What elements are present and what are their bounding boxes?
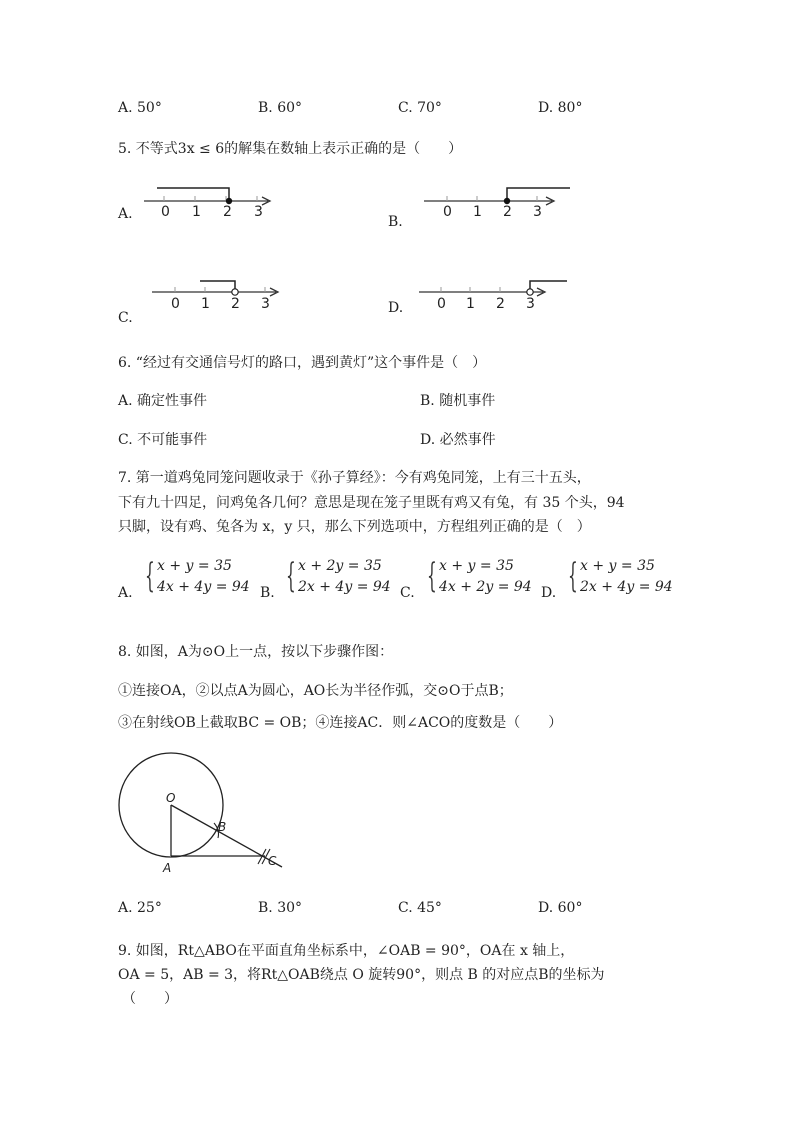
q6-option-a: A. 确定性事件 [118,393,208,409]
svg-text:0: 0 [443,204,452,220]
q7-option-b-eq1: x + 2y = 35 [298,558,382,574]
q5-stem: 5. 不等式3x ≤ 6的解集在数轴上表示正确的是（ ） [118,141,463,157]
q5-number-line-a [140,180,280,220]
svg-text:1: 1 [201,296,210,312]
svg-text:3: 3 [526,296,535,312]
svg-text:2: 2 [223,204,232,220]
svg-text:2: 2 [496,296,505,312]
svg-text:1: 1 [192,204,201,220]
q5-label-d: D. [388,300,404,316]
q6-stem: 6. “经过有交通信号灯的路口，遇到黄灯”这个事件是（ ） [118,355,487,371]
q7-option-c-eq2: 4x + 2y = 94 [439,579,532,595]
q8-option-b: B. 30° [258,900,303,916]
svg-text:1: 1 [466,296,475,312]
q6-option-d: D. 必然事件 [420,432,496,448]
q7-line-3: 只脚，设有鸡、兔各为 x，y 只，那么下列选项中，方程组列正确的是（ ） [118,519,591,535]
q5-number-line-d [415,272,575,312]
q7-option-a-label: A. [118,585,133,601]
q8-step-2: ③在射线OB上截取BC = OB；④连接AC．则∠ACO的度数是（ ） [118,715,563,731]
point-o-label: O [166,791,176,805]
brace-icon: { [286,556,296,596]
brace-icon: { [427,556,437,596]
svg-text:0: 0 [437,296,446,312]
q7-option-a-eq2: 4x + 4y = 94 [157,579,250,595]
q5-number-line-b [420,180,580,220]
q7-option-a-eq1: x + y = 35 [157,558,232,574]
q8-option-c: C. 45° [398,900,442,916]
q4-option-b: B. 60° [258,100,303,116]
q7-option-b-system [286,558,396,602]
svg-text:3: 3 [533,204,542,220]
q7-line-1: 7. 第一道鸡兔同笼问题收录于《孙子算经》：今有鸡兔同笼，上有三十五头， [118,470,591,486]
point-c-label: C [268,854,277,868]
q7-option-c-system [427,558,537,602]
q5-label-b: B. [388,214,403,230]
q9-line-3: （ ） [122,991,178,1007]
q7-option-d-eq1: x + y = 35 [580,558,655,574]
q7-line-2: 下有九十四足，问鸡兔各几何？意思是现在笼子里既有鸡又有兔，有 35 个头，94 [118,495,625,511]
q6-option-c: C. 不可能事件 [118,432,208,448]
svg-text:3: 3 [254,204,263,220]
q8-stem: 8. 如图，A为⊙O上一点，按以下步骤作图： [118,644,394,660]
svg-text:0: 0 [161,204,170,220]
q7-option-d-label: D. [541,585,557,601]
q9-line-2: OA = 5，AB = 3，将Rt△OAB绕点 O 旋转90°，则点 B 的对应点B的坐标为 [118,967,605,983]
q7-option-c-label: C. [400,585,415,601]
q7-option-b-label: B. [260,585,275,601]
q8-step-1: ①连接OA，②以点A为圆心，AO长为半径作弧，交⊙O于点B； [118,683,513,699]
q8-option-d: D. 60° [538,900,583,916]
brace-icon: { [568,556,578,596]
q7-option-a-system [145,558,255,602]
point-b-label: B [218,820,227,834]
point-a-label: A [163,861,172,875]
q4-option-d: D. 80° [538,100,583,116]
svg-text:3: 3 [261,296,270,312]
svg-text:2: 2 [231,296,240,312]
brace-icon: { [145,556,155,596]
q4-option-a: A. 50° [118,100,162,116]
q5-number-line-c [148,272,288,312]
q9-line-1: 9. 如图，Rt△ABO在平面直角坐标系中，∠OAB = 90°，OA在 x 轴上， [118,943,575,959]
q5-label-c: C. [118,310,133,326]
q4-option-c: C. 70° [398,100,442,116]
q8-geometry-figure [110,752,300,882]
q7-option-d-system [568,558,678,602]
q7-option-b-eq2: 2x + 4y = 94 [298,579,391,595]
svg-text:0: 0 [171,296,180,312]
svg-text:1: 1 [473,204,482,220]
q8-option-a: A. 25° [118,900,162,916]
q7-option-c-eq1: x + y = 35 [439,558,514,574]
q7-option-d-eq2: 2x + 4y = 94 [580,579,673,595]
q5-label-a: A. [118,206,133,222]
svg-text:2: 2 [503,204,512,220]
q6-option-b: B. 随机事件 [420,393,496,409]
